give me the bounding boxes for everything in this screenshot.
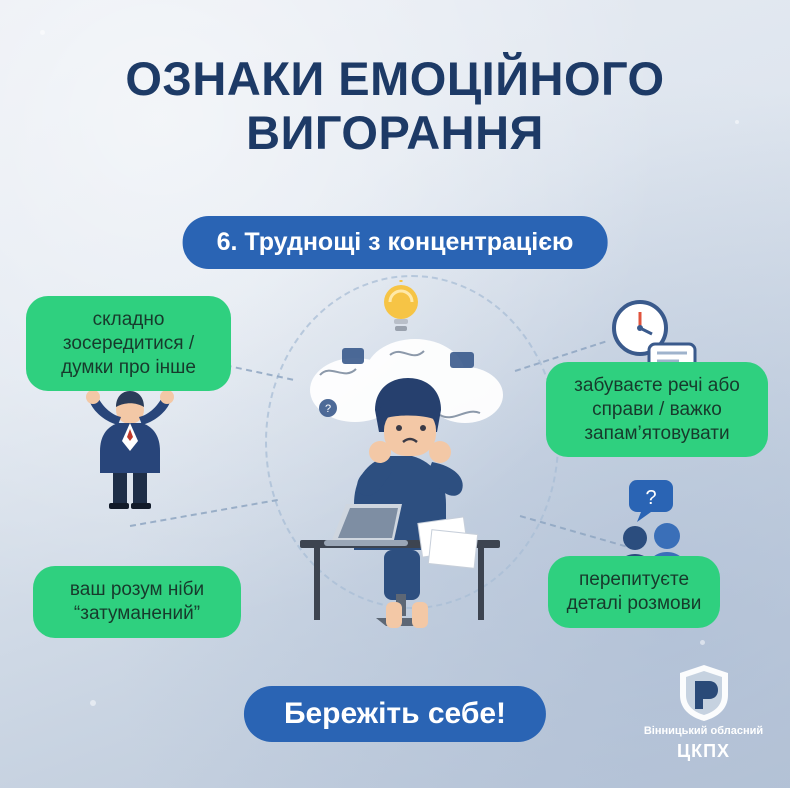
stressed-businessman-icon bbox=[85, 385, 175, 510]
cta-badge: Бережіть себе! bbox=[244, 686, 546, 742]
svg-text:?: ? bbox=[325, 403, 332, 415]
decor-speck bbox=[40, 30, 45, 35]
svg-text:?: ? bbox=[645, 487, 657, 509]
logo-line-2: ЦКПХ bbox=[676, 741, 731, 761]
symptom-bubble-4: перепитуєте деталі розмови bbox=[548, 556, 720, 628]
decor-speck bbox=[90, 700, 96, 706]
logo-line-1: Вінницький обласний bbox=[643, 725, 764, 738]
symptom-bubble-2: забуваєте речі або справи / важко запам’ятовувати bbox=[546, 362, 768, 457]
organization-logo bbox=[641, 663, 766, 762]
symptom-bubble-1: складно зосередитися / думки про інше bbox=[26, 296, 231, 391]
shield-icon bbox=[677, 663, 731, 721]
section-badge: 6. Труднощі з концентрацією bbox=[183, 216, 608, 269]
symptom-bubble-3: ваш розум ніби “затуманений” bbox=[33, 566, 241, 638]
page-title: ОЗНАКИ ЕМОЦІЙНОГО ВИГОРАННЯ bbox=[125, 52, 665, 160]
worker-at-desk-icon bbox=[280, 370, 520, 640]
